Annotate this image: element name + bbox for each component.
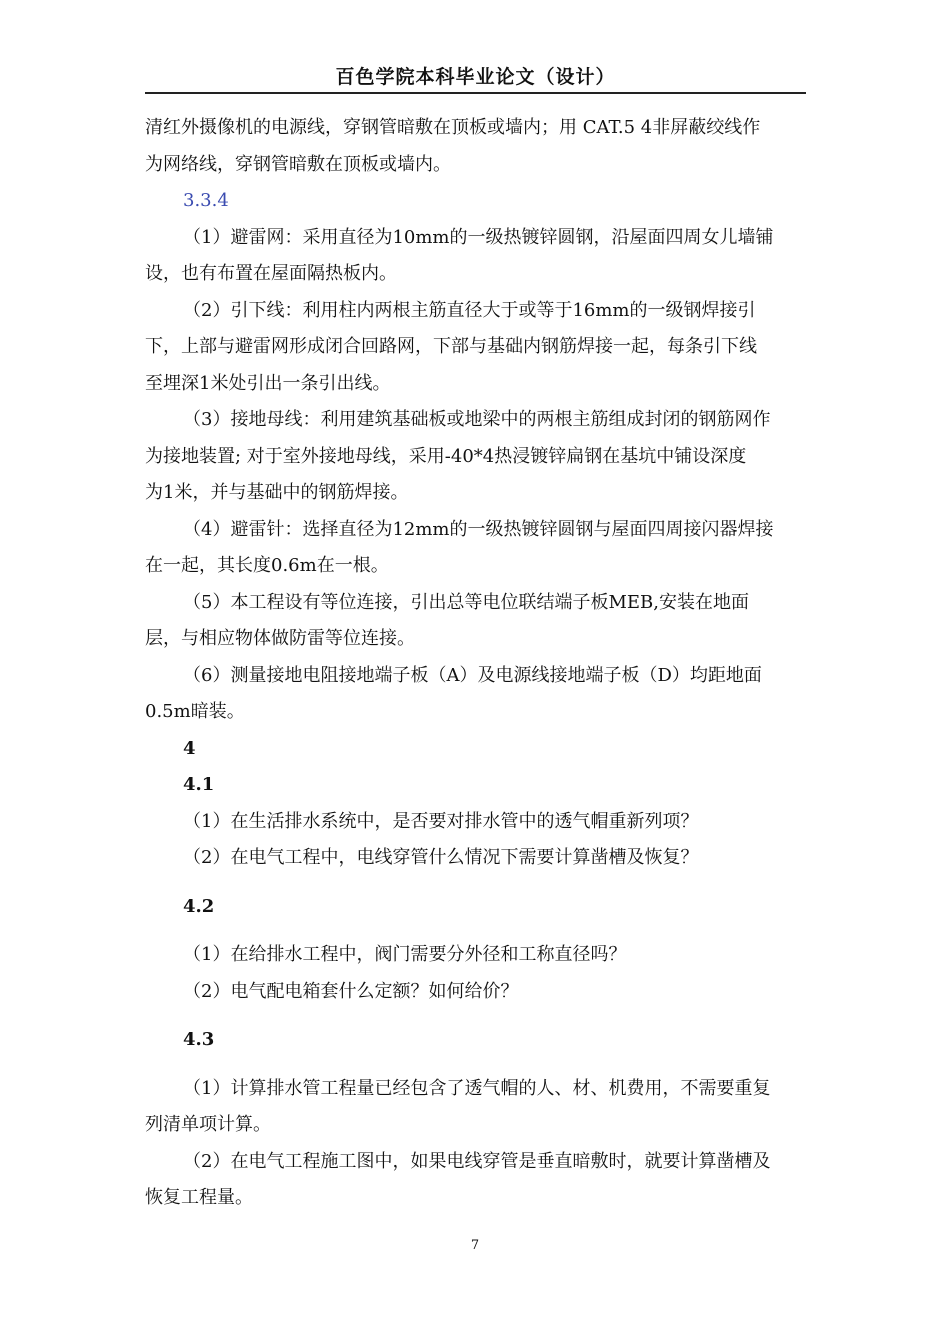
page-number: 7 bbox=[470, 1238, 480, 1253]
spacer bbox=[145, 1059, 806, 1071]
question-line: （1）在生活排水系统中，是否要对排水管中的透气帽重新列项？ bbox=[183, 810, 699, 832]
spacer bbox=[145, 925, 806, 937]
question-line: （2）在电气工程中，电线穿管什么情况下需要计算凿槽及恢复？ bbox=[183, 847, 699, 868]
paragraph-line: （4）避雷针：选择直径为12mm的一级热镀锌圆钢与屋面四周接闪器焊接 bbox=[183, 518, 774, 540]
question-line: （2）电气配电箱套什么定额？如何给价？ bbox=[183, 980, 519, 1002]
paragraph-line: 清红外摄像机的电源线，穿钢管暗敷在顶板或墙内；用 CAT.5 4非屏蔽绞线作 bbox=[145, 117, 761, 138]
paragraph-line: （1）避雷网：采用直径为10mm的一级热镀锌圆钢，沿屋面四周女儿墙铺 bbox=[183, 226, 774, 248]
spacer bbox=[145, 1010, 806, 1022]
paragraph-line: （3）接地母线：利用建筑基础板或地梁中的两根主筋组成封闭的钢筋网作 bbox=[183, 409, 771, 430]
paragraph-line: （6）测量接地电阻接地端子板（A）及电源线接地端子板（D）均距地面 bbox=[183, 664, 762, 686]
section-heading-4-3: 4.3 bbox=[183, 1029, 215, 1050]
paragraph-line: 层，与相应物体做防雷等位连接。 bbox=[145, 628, 415, 649]
paragraph-line: 至埋深1米处引出一条引出线。 bbox=[145, 372, 391, 394]
spacer bbox=[145, 877, 806, 889]
document-body bbox=[145, 110, 806, 1217]
question-line: （1）在给排水工程中，阀门需要分外径和工称直径吗？ bbox=[183, 944, 627, 965]
page-header-title: 百色学院本科毕业论文（设计） bbox=[335, 66, 616, 88]
paragraph-line: 为接地装置; 对于室外接地母线，采用-40*4热浸镀锌扁钢在基坑中铺设深度 bbox=[145, 445, 747, 467]
section-heading-4-1: 4.1 bbox=[183, 774, 215, 795]
paragraph-line: 为网络线，穿钢管暗敷在顶板或墙内。 bbox=[145, 153, 451, 175]
paragraph-line: 设，也有布置在屋面隔热板内。 bbox=[145, 263, 397, 284]
answer-line: 恢复工程量。 bbox=[145, 1187, 253, 1208]
paragraph-line: （5）本工程设有等位连接，引出总等电位联结端子板MEB,安装在地面 bbox=[183, 591, 749, 613]
answer-line: 列清单项计算。 bbox=[145, 1114, 271, 1135]
answer-line: （1）计算排水管工程量已经包含了透气帽的人、材、机费用，不需要重复 bbox=[183, 1077, 771, 1099]
paragraph-line: 下，上部与避雷网形成闭合回路网，下部与基础内钢筋焊接一起，每条引下线 bbox=[145, 336, 757, 357]
answer-line: （2）在电气工程施工图中，如果电线穿管是垂直暗敷时，就要计算凿槽及 bbox=[183, 1150, 771, 1172]
section-heading-4: 4 bbox=[183, 737, 196, 759]
header-divider bbox=[145, 92, 806, 94]
section-heading-3-3-4: 3.3.4 bbox=[183, 190, 229, 211]
section-heading-4-2: 4.2 bbox=[183, 895, 215, 917]
paragraph-line: 0.5m暗装。 bbox=[145, 701, 245, 722]
paragraph-line: 在一起，其长度0.6m在一根。 bbox=[145, 555, 389, 576]
paragraph-line: （2）引下线：利用柱内两根主筋直径大于或等于16mm的一级钢焊接引 bbox=[183, 299, 756, 321]
paragraph-line: 为1米，并与基础中的钢筋焊接。 bbox=[145, 482, 409, 503]
